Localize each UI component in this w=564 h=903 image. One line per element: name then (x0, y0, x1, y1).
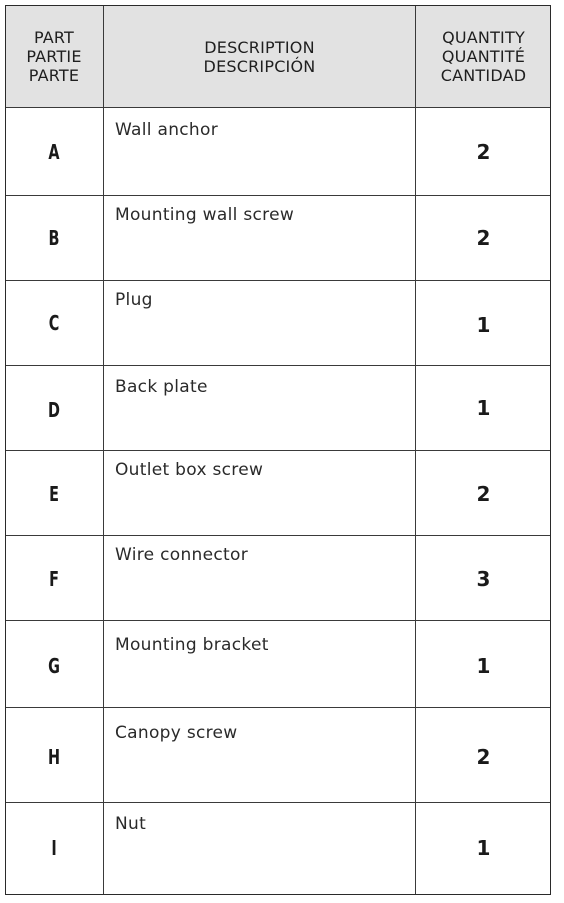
part-description: Wall anchor (115, 120, 218, 140)
part-description: Mounting bracket (115, 635, 269, 655)
part-description: Canopy screw (115, 723, 238, 743)
part-quantity: 1 (476, 654, 491, 678)
header-description-line: DESCRIPCIÓN (203, 56, 316, 76)
header-part-line: PARTE (28, 66, 80, 85)
part-letter: E (49, 482, 59, 506)
header-quantity-line: QUANTITÉ (441, 47, 526, 66)
parts-table (5, 5, 551, 895)
part-letter: B (48, 225, 60, 250)
header-part-line: PART (33, 28, 75, 47)
header-quantity-line: QUANTITY (442, 28, 525, 47)
part-letter: D (48, 397, 60, 422)
part-letter: F (49, 567, 59, 591)
part-quantity: 2 (476, 225, 491, 250)
part-quantity: 1 (476, 395, 491, 420)
part-quantity: 2 (476, 482, 491, 506)
part-description: Wire connector (115, 545, 248, 565)
table-border (5, 5, 551, 895)
part-letter: G (48, 654, 60, 678)
part-quantity: 2 (476, 744, 491, 769)
part-quantity: 1 (476, 836, 491, 860)
part-description: Plug (115, 290, 153, 310)
header-quantity-line: CANTIDAD (440, 66, 527, 85)
part-letter: I (51, 836, 57, 860)
header-part-line: PARTIE (26, 47, 82, 66)
part-quantity: 2 (476, 139, 491, 164)
part-description: Outlet box screw (115, 460, 264, 480)
part-description: Nut (115, 814, 147, 834)
part-quantity: 1 (476, 313, 491, 337)
header-description-line: DESCRIPTION (204, 37, 315, 57)
part-description: Mounting wall screw (115, 205, 295, 225)
part-letter: H (47, 744, 61, 769)
part-description: Back plate (115, 377, 208, 397)
part-letter: C (48, 310, 60, 335)
part-letter: A (48, 139, 60, 164)
part-quantity: 3 (476, 567, 491, 591)
